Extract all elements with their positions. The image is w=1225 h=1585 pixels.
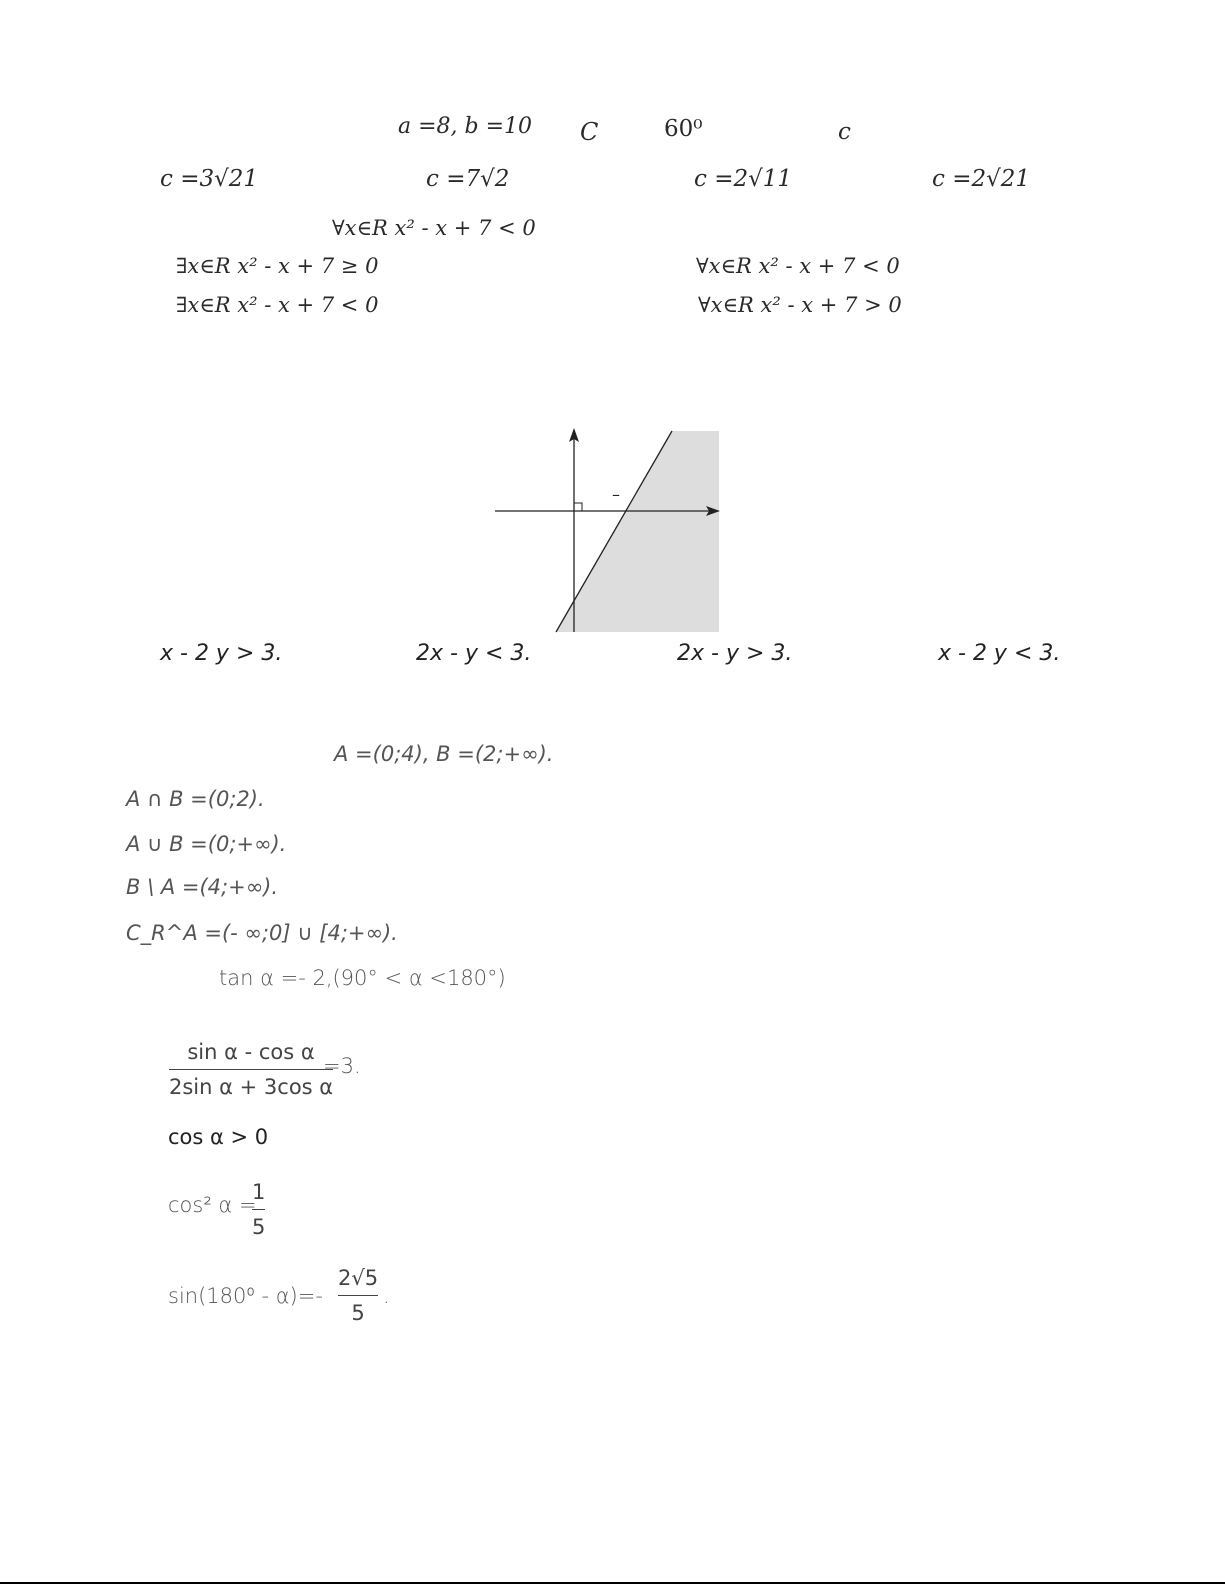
- shaded-region: [556, 431, 719, 632]
- q1-option-d: c =2√21: [932, 166, 1031, 192]
- q2-option-b: ∀x∈R x² - x + 7 < 0: [696, 254, 900, 278]
- q1-angle-value: 60⁰: [664, 116, 703, 142]
- q1-option-a: c =3√21: [160, 166, 259, 192]
- q5-option4-fraction: [338, 1268, 378, 1324]
- q5-option3-lhs: cos² α =: [168, 1193, 257, 1217]
- q5-option4-denominator: 5: [351, 1301, 365, 1325]
- q5-option1-fraction: [169, 1042, 333, 1098]
- q4-option-a: A ∩ B =(0;2).: [126, 787, 265, 811]
- page-bottom-rule: [0, 1582, 1225, 1584]
- q3-option-b: 2x - y < 3.: [416, 641, 532, 666]
- q5-option3-numerator: 1: [252, 1180, 266, 1204]
- q2-option-a: ∃x∈R x² - x + 7 ≥ 0: [176, 254, 379, 278]
- q2-option-c: ∃x∈R x² - x + 7 < 0: [176, 293, 379, 317]
- q5-option3-denominator: 5: [252, 1215, 266, 1239]
- q5-option1-rhs: =3.: [323, 1054, 361, 1078]
- q4-given: A =(0;4), B =(2;+∞).: [334, 742, 554, 766]
- q5-given: tan α =- 2,(90° < α <180°): [219, 966, 506, 990]
- q1-option-c: c =2√11: [694, 166, 793, 192]
- q1-angle-vertex: C: [580, 118, 599, 146]
- fraction-bar: [338, 1295, 378, 1296]
- q2-statement: ∀x∈R x² - x + 7 < 0: [332, 216, 536, 240]
- q3-option-d: x - 2 y < 3.: [938, 641, 1061, 666]
- q5-option3-fraction: [252, 1182, 265, 1238]
- half-plane-graph: [490, 425, 730, 635]
- q2-option-d: ∀x∈R x² - x + 7 > 0: [698, 293, 902, 317]
- q1-option-b: c =7√2: [426, 166, 510, 192]
- q4-option-c: B \ A =(4;+∞).: [126, 875, 279, 899]
- q3-option-c: 2x - y > 3.: [677, 641, 793, 666]
- q1-given: a =8, b =10: [398, 114, 533, 139]
- q5-option4-numerator: 2√5: [338, 1266, 379, 1290]
- origin-marker: [574, 503, 582, 511]
- q5-option1-numerator: sin α - cos α: [187, 1040, 315, 1064]
- q3-option-a: x - 2 y > 3.: [160, 641, 283, 666]
- q5-option1-denominator: 2sin α + 3cos α: [169, 1075, 334, 1099]
- q4-option-d: C_R^A =(- ∞;0] ∪ [4;+∞).: [126, 921, 398, 945]
- fraction-bar: [169, 1069, 333, 1070]
- fraction-bar: [252, 1209, 265, 1210]
- q4-option-b: A ∪ B =(0;+∞).: [126, 832, 287, 856]
- q5-option4-lhs: sin(180⁰ - α)=-: [168, 1284, 323, 1308]
- q5-option2: cos α > 0: [168, 1125, 269, 1149]
- q5-option4-end: .: [383, 1284, 390, 1308]
- q1-unknown: c: [838, 119, 851, 145]
- graph-mark: –: [612, 485, 620, 504]
